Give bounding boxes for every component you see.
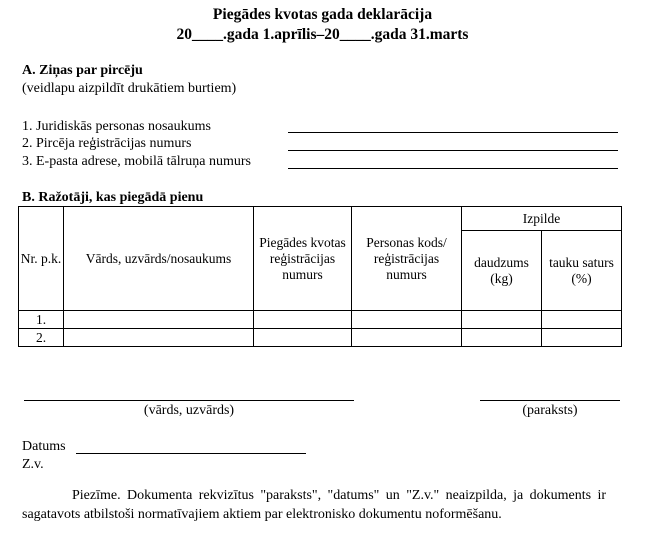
section-a-subheading: (veidlapu aizpildīt drukātiem burtiem) bbox=[22, 81, 237, 96]
cell-code[interactable] bbox=[352, 329, 462, 347]
name-signature-line[interactable] bbox=[24, 400, 354, 401]
field-line-company-name[interactable] bbox=[288, 132, 618, 133]
header-name: Vārds, uzvārds/nosaukums bbox=[64, 207, 254, 311]
header-quota-number: Piegādes kvotas reģistrācijas numurs bbox=[254, 207, 352, 311]
cell-fat[interactable] bbox=[542, 329, 622, 347]
seal-label: Z.v. bbox=[22, 457, 44, 472]
producers-table bbox=[18, 206, 622, 347]
header-fulfilment: Izpilde bbox=[462, 207, 622, 231]
row-number: 1. bbox=[19, 311, 64, 329]
field-label-company-name: 1. Juridiskās personas nosaukums bbox=[22, 119, 211, 134]
signature-line[interactable] bbox=[480, 400, 620, 401]
header-nr: Nr. p.k. bbox=[19, 207, 64, 311]
field-label-registration-number: 2. Pircēja reģistrācijas numurs bbox=[22, 136, 192, 151]
header-amount: daudzums (kg) bbox=[462, 231, 542, 311]
cell-name[interactable] bbox=[64, 329, 254, 347]
period-line: 20____.gada 1.aprīlis–20____.gada 31.marts bbox=[176, 26, 469, 43]
field-line-registration-number[interactable] bbox=[288, 150, 618, 151]
field-line-contact[interactable] bbox=[288, 168, 618, 169]
header-personal-code: Personas kods/ reģistrācijas numurs bbox=[352, 207, 462, 311]
cell-quota[interactable] bbox=[254, 329, 352, 347]
cell-code[interactable] bbox=[352, 311, 462, 329]
cell-amount[interactable] bbox=[462, 311, 542, 329]
cell-name[interactable] bbox=[64, 311, 254, 329]
cell-amount[interactable] bbox=[462, 329, 542, 347]
note-paragraph: Piezīme. Dokumenta rekvizītus "paraksts", "datums" un "Z.v." neaizpilda, ja dokuments ir sagatavots atbilstoši normatīvajiem aktiem par elektronisko dokumentu noformēšanu. bbox=[22, 488, 606, 522]
row-number: 2. bbox=[19, 329, 64, 347]
table-row bbox=[19, 311, 622, 329]
date-label: Datums bbox=[22, 439, 66, 454]
signature-caption: (paraksts) bbox=[522, 403, 578, 418]
name-caption: (vārds, uzvārds) bbox=[143, 403, 235, 418]
section-a-heading: A. Ziņas par pircēju bbox=[22, 63, 143, 78]
cell-quota[interactable] bbox=[254, 311, 352, 329]
table-row bbox=[19, 329, 622, 347]
cell-fat[interactable] bbox=[542, 311, 622, 329]
section-b-heading: B. Ražotāji, kas piegādā pienu bbox=[22, 190, 204, 205]
document-title: Piegādes kvotas gada deklarācija bbox=[212, 6, 433, 23]
date-line[interactable] bbox=[76, 453, 306, 454]
field-label-contact: 3. E-pasta adrese, mobilā tālruņa numurs bbox=[22, 154, 251, 169]
header-fat: tauku saturs (%) bbox=[542, 231, 622, 311]
